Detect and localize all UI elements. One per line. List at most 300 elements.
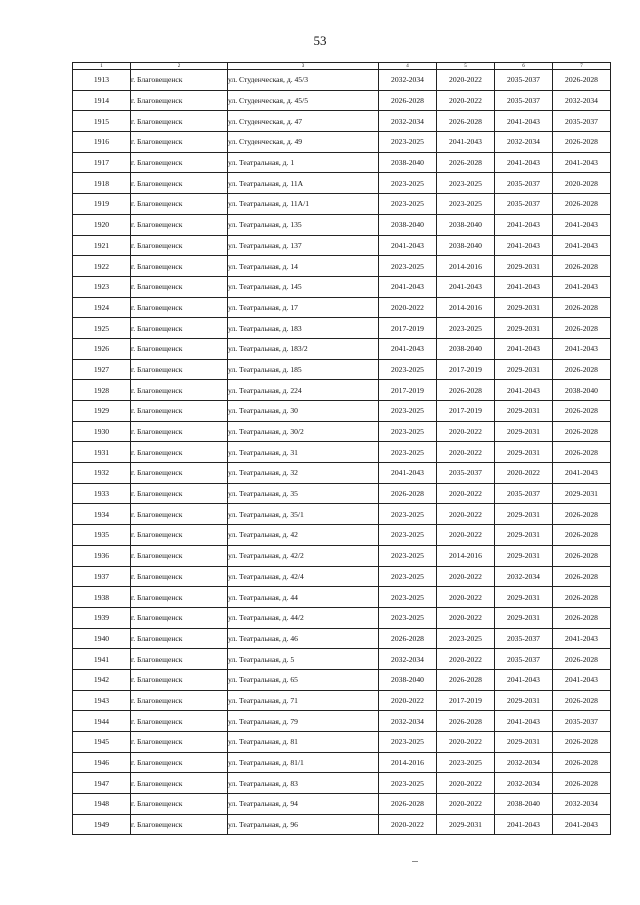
period-cell: 2032-2034	[495, 566, 553, 587]
period-cell: 2026-2028	[553, 442, 611, 463]
period-cell: 2029-2031	[495, 297, 553, 318]
period-cell: 2026-2028	[553, 773, 611, 794]
address-cell: ул. Студенческая, д. 49	[228, 132, 379, 153]
register-table	[72, 62, 611, 835]
period-cell: 2029-2031	[495, 607, 553, 628]
period-cell: 2029-2031	[495, 256, 553, 277]
address-cell: ул. Театральная, д. 11А	[228, 173, 379, 194]
period-cell: 2023-2025	[437, 752, 495, 773]
period-cell: 2032-2034	[553, 90, 611, 111]
address-cell: ул. Театральная, д. 183	[228, 318, 379, 339]
row-number: 1921	[73, 235, 131, 256]
period-cell: 2020-2022	[437, 649, 495, 670]
period-cell: 2023-2025	[379, 607, 437, 628]
period-cell: 2026-2028	[553, 132, 611, 153]
address-cell: ул. Театральная, д. 14	[228, 256, 379, 277]
period-cell: 2020-2022	[379, 814, 437, 835]
table-row	[73, 628, 611, 649]
address-cell: ул. Театральная, д. 35/1	[228, 504, 379, 525]
period-cell: 2026-2028	[553, 256, 611, 277]
period-cell: 2026-2028	[553, 504, 611, 525]
row-number: 1936	[73, 545, 131, 566]
period-cell: 2041-2043	[553, 338, 611, 359]
table-row	[73, 132, 611, 153]
period-cell: 2041-2043	[553, 152, 611, 173]
city-cell: г. Благовещенск	[131, 483, 228, 504]
row-number: 1928	[73, 380, 131, 401]
period-cell: 2014-2016	[437, 297, 495, 318]
city-cell: г. Благовещенск	[131, 132, 228, 153]
period-cell: 2029-2031	[495, 401, 553, 422]
city-cell: г. Благовещенск	[131, 194, 228, 215]
period-cell: 2038-2040	[437, 235, 495, 256]
address-cell: ул. Театральная, д. 65	[228, 669, 379, 690]
table-row	[73, 401, 611, 422]
period-cell: 2032-2034	[495, 132, 553, 153]
period-cell: 2017-2019	[437, 690, 495, 711]
period-cell: 2038-2040	[437, 214, 495, 235]
period-cell: 2026-2028	[553, 566, 611, 587]
period-cell: 2026-2028	[553, 70, 611, 91]
table-row	[73, 732, 611, 753]
address-cell: ул. Театральная, д. 79	[228, 711, 379, 732]
row-number: 1934	[73, 504, 131, 525]
period-cell: 2026-2028	[553, 752, 611, 773]
row-number: 1940	[73, 628, 131, 649]
period-cell: 2023-2025	[379, 173, 437, 194]
period-cell: 2023-2025	[379, 504, 437, 525]
period-cell: 2020-2022	[437, 566, 495, 587]
period-cell: 2041-2043	[495, 152, 553, 173]
row-number: 1946	[73, 752, 131, 773]
column-number: 7	[553, 63, 611, 70]
period-cell: 2026-2028	[553, 401, 611, 422]
period-cell: 2020-2022	[379, 690, 437, 711]
city-cell: г. Благовещенск	[131, 111, 228, 132]
period-cell: 2035-2037	[495, 649, 553, 670]
city-cell: г. Благовещенск	[131, 649, 228, 670]
period-cell: 2023-2025	[379, 773, 437, 794]
period-cell: 2035-2037	[495, 70, 553, 91]
period-cell: 2026-2028	[553, 194, 611, 215]
row-number: 1942	[73, 669, 131, 690]
city-cell: г. Благовещенск	[131, 669, 228, 690]
period-cell: 2041-2043	[553, 463, 611, 484]
column-number: 1	[73, 63, 131, 70]
row-number: 1949	[73, 814, 131, 835]
period-cell: 2035-2037	[495, 483, 553, 504]
period-cell: 2017-2019	[437, 401, 495, 422]
address-cell: ул. Театральная, д. 44/2	[228, 607, 379, 628]
city-cell: г. Благовещенск	[131, 70, 228, 91]
city-cell: г. Благовещенск	[131, 235, 228, 256]
table-row	[73, 814, 611, 835]
address-cell: ул. Театральная, д. 135	[228, 214, 379, 235]
table-row	[73, 276, 611, 297]
row-number: 1920	[73, 214, 131, 235]
period-cell: 2026-2028	[379, 483, 437, 504]
table-row	[73, 256, 611, 277]
row-number: 1914	[73, 90, 131, 111]
period-cell: 2023-2025	[379, 401, 437, 422]
period-cell: 2041-2043	[553, 276, 611, 297]
address-cell: ул. Театральная, д. 224	[228, 380, 379, 401]
row-number: 1939	[73, 607, 131, 628]
address-cell: ул. Театральная, д. 30/2	[228, 421, 379, 442]
city-cell: г. Благовещенск	[131, 794, 228, 815]
period-cell: 2035-2037	[553, 711, 611, 732]
period-cell: 2026-2028	[437, 380, 495, 401]
city-cell: г. Благовещенск	[131, 318, 228, 339]
table-row	[73, 194, 611, 215]
period-cell: 2017-2019	[379, 318, 437, 339]
period-cell: 2029-2031	[495, 732, 553, 753]
period-cell: 2032-2034	[495, 773, 553, 794]
period-cell: 2041-2043	[553, 669, 611, 690]
period-cell: 2041-2043	[495, 669, 553, 690]
row-number: 1937	[73, 566, 131, 587]
row-number: 1943	[73, 690, 131, 711]
period-cell: 2023-2025	[437, 173, 495, 194]
period-cell: 2041-2043	[495, 214, 553, 235]
table-row	[73, 318, 611, 339]
period-cell: 2014-2016	[437, 545, 495, 566]
period-cell: 2026-2028	[437, 111, 495, 132]
period-cell: 2026-2028	[437, 152, 495, 173]
period-cell: 2041-2043	[495, 711, 553, 732]
table-row	[73, 463, 611, 484]
table-row	[73, 214, 611, 235]
period-cell: 2035-2037	[495, 628, 553, 649]
period-cell: 2020-2022	[437, 732, 495, 753]
row-number: 1917	[73, 152, 131, 173]
address-cell: ул. Театральная, д. 81/1	[228, 752, 379, 773]
period-cell: 2023-2025	[379, 194, 437, 215]
row-number: 1926	[73, 338, 131, 359]
table-row	[73, 70, 611, 91]
row-number: 1916	[73, 132, 131, 153]
period-cell: 2023-2025	[379, 421, 437, 442]
row-number: 1913	[73, 70, 131, 91]
city-cell: г. Благовещенск	[131, 401, 228, 422]
period-cell: 2020-2022	[437, 607, 495, 628]
period-cell: 2029-2031	[495, 442, 553, 463]
period-cell: 2026-2028	[553, 318, 611, 339]
city-cell: г. Благовещенск	[131, 152, 228, 173]
column-number: 6	[495, 63, 553, 70]
city-cell: г. Благовещенск	[131, 587, 228, 608]
row-number: 1941	[73, 649, 131, 670]
table-row	[73, 669, 611, 690]
period-cell: 2026-2028	[553, 359, 611, 380]
period-cell: 2026-2028	[553, 649, 611, 670]
address-cell: ул. Театральная, д. 42	[228, 525, 379, 546]
period-cell: 2023-2025	[379, 256, 437, 277]
city-cell: г. Благовещенск	[131, 276, 228, 297]
row-number: 1925	[73, 318, 131, 339]
address-cell: ул. Театральная, д. 145	[228, 276, 379, 297]
period-cell: 2026-2028	[553, 421, 611, 442]
table-row	[73, 545, 611, 566]
period-cell: 2038-2040	[495, 794, 553, 815]
row-number: 1932	[73, 463, 131, 484]
table-row	[73, 235, 611, 256]
city-cell: г. Благовещенск	[131, 338, 228, 359]
period-cell: 2023-2025	[379, 132, 437, 153]
row-number: 1945	[73, 732, 131, 753]
city-cell: г. Благовещенск	[131, 442, 228, 463]
period-cell: 2029-2031	[495, 359, 553, 380]
period-cell: 2041-2043	[379, 338, 437, 359]
address-cell: ул. Студенческая, д. 47	[228, 111, 379, 132]
period-cell: 2026-2028	[553, 545, 611, 566]
period-cell: 2026-2028	[553, 525, 611, 546]
address-cell: ул. Театральная, д. 32	[228, 463, 379, 484]
period-cell: 2023-2025	[379, 525, 437, 546]
city-cell: г. Благовещенск	[131, 773, 228, 794]
city-cell: г. Благовещенск	[131, 173, 228, 194]
period-cell: 2035-2037	[495, 90, 553, 111]
period-cell: 2023-2025	[379, 442, 437, 463]
table-row	[73, 297, 611, 318]
address-cell: ул. Студенческая, д. 45/5	[228, 90, 379, 111]
column-number-row	[73, 63, 611, 70]
period-cell: 2026-2028	[553, 690, 611, 711]
period-cell: 2023-2025	[379, 359, 437, 380]
row-number: 1929	[73, 401, 131, 422]
city-cell: г. Благовещенск	[131, 297, 228, 318]
period-cell: 2032-2034	[495, 752, 553, 773]
city-cell: г. Благовещенск	[131, 525, 228, 546]
period-cell: 2041-2043	[495, 111, 553, 132]
period-cell: 2035-2037	[437, 463, 495, 484]
address-cell: ул. Театральная, д. 31	[228, 442, 379, 463]
row-number: 1915	[73, 111, 131, 132]
address-cell: ул. Театральная, д. 137	[228, 235, 379, 256]
period-cell: 2017-2019	[437, 359, 495, 380]
address-cell: ул. Театральная, д. 35	[228, 483, 379, 504]
city-cell: г. Благовещенск	[131, 545, 228, 566]
city-cell: г. Благовещенск	[131, 690, 228, 711]
period-cell: 2023-2025	[437, 194, 495, 215]
table-row	[73, 566, 611, 587]
city-cell: г. Благовещенск	[131, 359, 228, 380]
period-cell: 2032-2034	[379, 70, 437, 91]
address-cell: ул. Театральная, д. 94	[228, 794, 379, 815]
period-cell: 2041-2043	[495, 235, 553, 256]
row-number: 1923	[73, 276, 131, 297]
period-cell: 2020-2022	[495, 463, 553, 484]
city-cell: г. Благовещенск	[131, 256, 228, 277]
period-cell: 2020-2022	[437, 525, 495, 546]
row-number: 1933	[73, 483, 131, 504]
address-cell: ул. Театральная, д. 81	[228, 732, 379, 753]
table-row	[73, 173, 611, 194]
city-cell: г. Благовещенск	[131, 380, 228, 401]
period-cell: 2026-2028	[553, 607, 611, 628]
row-number: 1927	[73, 359, 131, 380]
address-cell: ул. Студенческая, д. 45/3	[228, 70, 379, 91]
row-number: 1947	[73, 773, 131, 794]
row-number: 1930	[73, 421, 131, 442]
table-row	[73, 587, 611, 608]
period-cell: 2038-2040	[379, 214, 437, 235]
period-cell: 2029-2031	[437, 814, 495, 835]
period-cell: 2020-2022	[379, 297, 437, 318]
period-cell: 2029-2031	[495, 545, 553, 566]
address-cell: ул. Театральная, д. 42/2	[228, 545, 379, 566]
period-cell: 2035-2037	[495, 173, 553, 194]
period-cell: 2032-2034	[553, 794, 611, 815]
period-cell: 2032-2034	[379, 711, 437, 732]
row-number: 1944	[73, 711, 131, 732]
table-row	[73, 359, 611, 380]
table-row	[73, 380, 611, 401]
period-cell: 2020-2022	[437, 483, 495, 504]
period-cell: 2026-2028	[437, 669, 495, 690]
row-number: 1919	[73, 194, 131, 215]
period-cell: 2026-2028	[437, 711, 495, 732]
address-cell: ул. Театральная, д. 183/2	[228, 338, 379, 359]
period-cell: 2020-2028	[553, 173, 611, 194]
period-cell: 2014-2016	[379, 752, 437, 773]
period-cell: 2041-2043	[437, 276, 495, 297]
period-cell: 2032-2034	[379, 111, 437, 132]
row-number: 1922	[73, 256, 131, 277]
address-cell: ул. Театральная, д. 5	[228, 649, 379, 670]
period-cell: 2041-2043	[379, 235, 437, 256]
address-cell: ул. Театральная, д. 83	[228, 773, 379, 794]
period-cell: 2029-2031	[495, 318, 553, 339]
period-cell: 2023-2025	[379, 587, 437, 608]
table-row	[73, 111, 611, 132]
city-cell: г. Благовещенск	[131, 214, 228, 235]
city-cell: г. Благовещенск	[131, 752, 228, 773]
period-cell: 2038-2040	[379, 152, 437, 173]
period-cell: 2032-2034	[379, 649, 437, 670]
table-row	[73, 152, 611, 173]
table-row	[73, 421, 611, 442]
period-cell: 2023-2025	[437, 628, 495, 649]
period-cell: 2041-2043	[553, 235, 611, 256]
period-cell: 2041-2043	[437, 132, 495, 153]
period-cell: 2020-2022	[437, 773, 495, 794]
table-row	[73, 752, 611, 773]
table-row	[73, 607, 611, 628]
address-cell: ул. Театральная, д. 71	[228, 690, 379, 711]
period-cell: 2023-2025	[379, 545, 437, 566]
period-cell: 2020-2022	[437, 421, 495, 442]
table-row	[73, 338, 611, 359]
table-row	[73, 773, 611, 794]
row-number: 1935	[73, 525, 131, 546]
period-cell: 2026-2028	[553, 587, 611, 608]
period-cell: 2041-2043	[553, 814, 611, 835]
period-cell: 2020-2022	[437, 90, 495, 111]
period-cell: 2014-2016	[437, 256, 495, 277]
column-number: 5	[437, 63, 495, 70]
city-cell: г. Благовещенск	[131, 504, 228, 525]
period-cell: 2038-2040	[437, 338, 495, 359]
table-body	[73, 70, 611, 835]
column-number: 3	[228, 63, 379, 70]
period-cell: 2026-2028	[379, 794, 437, 815]
period-cell: 2020-2022	[437, 442, 495, 463]
column-number: 4	[379, 63, 437, 70]
period-cell: 2023-2025	[379, 732, 437, 753]
period-cell: 2026-2028	[379, 628, 437, 649]
period-cell: 2020-2022	[437, 794, 495, 815]
period-cell: 2041-2043	[495, 380, 553, 401]
row-number: 1924	[73, 297, 131, 318]
period-cell: 2029-2031	[495, 587, 553, 608]
period-cell: 2029-2031	[495, 504, 553, 525]
period-cell: 2029-2031	[495, 525, 553, 546]
row-number: 1948	[73, 794, 131, 815]
address-cell: ул. Театральная, д. 30	[228, 401, 379, 422]
table-row	[73, 690, 611, 711]
address-cell: ул. Театральная, д. 44	[228, 587, 379, 608]
address-cell: ул. Театральная, д. 11А/1	[228, 194, 379, 215]
address-cell: ул. Театральная, д. 185	[228, 359, 379, 380]
period-cell: 2029-2031	[553, 483, 611, 504]
page-number: 53	[313, 33, 327, 48]
table-row	[73, 525, 611, 546]
table-row	[73, 442, 611, 463]
city-cell: г. Благовещенск	[131, 711, 228, 732]
period-cell: 2041-2043	[379, 463, 437, 484]
table-row	[73, 794, 611, 815]
city-cell: г. Благовещенск	[131, 628, 228, 649]
row-number: 1938	[73, 587, 131, 608]
city-cell: г. Благовещенск	[131, 607, 228, 628]
city-cell: г. Благовещенск	[131, 463, 228, 484]
period-cell: 2020-2022	[437, 70, 495, 91]
table-row	[73, 504, 611, 525]
table-row	[73, 649, 611, 670]
period-cell: 2026-2028	[553, 732, 611, 753]
period-cell: 2041-2043	[379, 276, 437, 297]
period-cell: 2026-2028	[553, 297, 611, 318]
address-cell: ул. Театральная, д. 96	[228, 814, 379, 835]
period-cell: 2026-2028	[379, 90, 437, 111]
address-cell: ул. Театральная, д. 1	[228, 152, 379, 173]
row-number: 1918	[73, 173, 131, 194]
row-number: 1931	[73, 442, 131, 463]
address-cell: ул. Театральная, д. 17	[228, 297, 379, 318]
address-cell: ул. Театральная, д. 46	[228, 628, 379, 649]
period-cell: 2020-2022	[437, 504, 495, 525]
period-cell: 2029-2031	[495, 690, 553, 711]
period-cell: 2029-2031	[495, 421, 553, 442]
period-cell: 2035-2037	[553, 111, 611, 132]
city-cell: г. Благовещенск	[131, 90, 228, 111]
period-cell: 2041-2043	[495, 338, 553, 359]
city-cell: г. Благовещенск	[131, 566, 228, 587]
period-cell: 2035-2037	[495, 194, 553, 215]
city-cell: г. Благовещенск	[131, 814, 228, 835]
period-cell: 2023-2025	[379, 566, 437, 587]
table-row	[73, 711, 611, 732]
period-cell: 2041-2043	[495, 276, 553, 297]
table-row	[73, 90, 611, 111]
city-cell: г. Благовещенск	[131, 421, 228, 442]
period-cell: 2041-2043	[495, 814, 553, 835]
table-row	[73, 483, 611, 504]
period-cell: 2017-2019	[379, 380, 437, 401]
period-cell: 2020-2022	[437, 587, 495, 608]
scan-mark	[412, 861, 418, 862]
